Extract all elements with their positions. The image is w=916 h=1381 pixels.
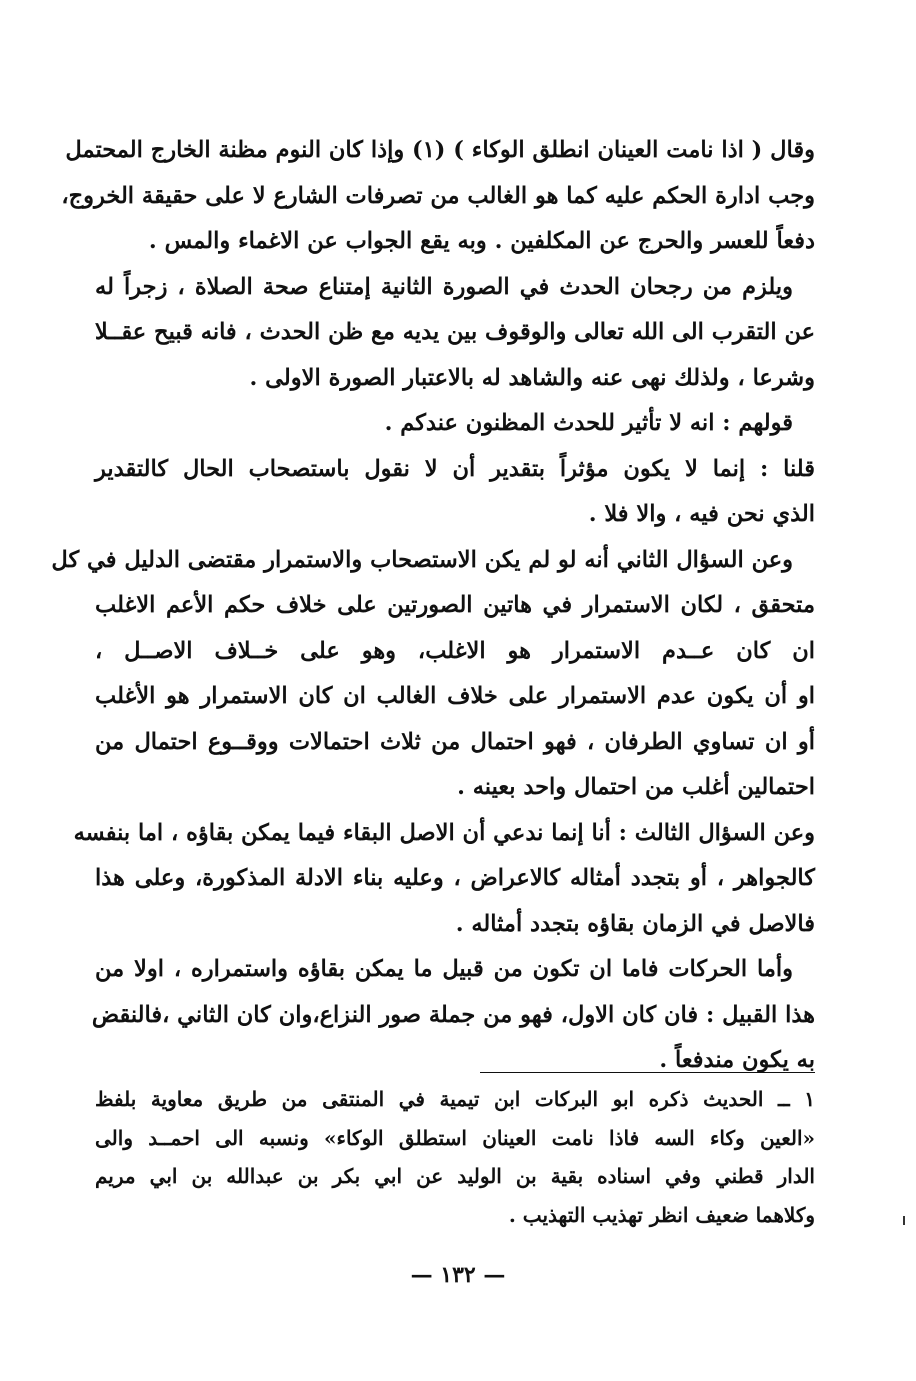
body-line: وعن السؤال الثالث : أنا إنما ندعي أن الاصل البقاء فيما يمكن بقاؤه ، اما بنفسه (73, 819, 815, 846)
body-line: قلنا : إنما لا يكون مؤثراً بتقدير أن لا نقول باستصحاب الحال كالتقدير (95, 455, 815, 482)
body-line: وعن السؤال الثاني أنه لو لم يكن الاستصحاب والاستمرار مقتضى الدليل في كل (51, 546, 793, 573)
footnote-line: ١ ــ الحديث ذكره ابو البركات ابن تيمية في المنتقى من طريق معاوية بلفظ (95, 1087, 815, 1111)
body-line: الذي نحن فيه ، والا فلا . (588, 501, 815, 527)
footnote-line: وكلاهما ضعيف انظر تهذيب التهذيب . (508, 1202, 815, 1227)
body-line: ان كان عــدم الاستمرار هو الاغلب، وهو على خــلاف الاصــل ، (95, 637, 815, 664)
body-line: دفعاً للعسر والحرج عن المكلفين . وبه يقع الجواب عن الاغماء والمس . (148, 228, 815, 254)
body-line: هذا القبيل : فان كان الاول، فهو من جملة صور النزاع،وان كان الثاني ،فالنقض (91, 1001, 815, 1028)
body-line: متحقق ، لكان الاستمرار في هاتين الصورتين على خلاف حكم الأعم الاغلب (95, 592, 815, 618)
footnotes-block (95, 1080, 815, 1234)
page-number: — ١٣٢ — (410, 1262, 506, 1288)
footnote-line: «العين وكاء السه فاذا نامت العينان استطلق الوكاء» ونسبه الى احمــد والى (95, 1125, 815, 1150)
footnote-separator (480, 1072, 815, 1073)
footnote-line: الدار قطني وفي اسناده بقية بن الوليد عن ابي بكر بن عبدالله بن ابي مريم (95, 1164, 815, 1188)
body-line: وأما الحركات فاما ان تكون من قبيل ما يمكن بقاؤه واستمراره ، اولا من (95, 956, 793, 982)
main-text-block (51, 128, 815, 1084)
scan-speck (903, 1216, 905, 1225)
body-line: احتمالين أغلب من احتمال واحد بعينه . (457, 774, 815, 800)
body-line: وشرعا ، ولذلك نهى عنه والشاهد له بالاعتبار الصورة الاولى . (249, 364, 815, 391)
body-line: ويلزم من رجحان الحدث في الصورة الثانية إمتناع صحة الصلاة ، زجراً له (95, 273, 793, 300)
body-line: قولهم : انه لا تأثير للحدث المظنون عندكم . (384, 410, 793, 436)
body-line: وجب ادارة الحكم عليه كما هو الغالب من تصرفات الشارع لا على حقيقة الخروج، (61, 182, 815, 209)
body-line: او أن يكون عدم الاستمرار على خلاف الغالب ان كان الاستمرار هو الأغلب (95, 683, 815, 709)
body-line: كالجواهر ، أو بتجدد أمثاله كالاعراض ، وعليه بناء الادلة المذكورة، وعلى هذا (95, 865, 815, 891)
body-line: عن التقرب الى الله تعالى والوقوف بين يديه مع ظن الحدث ، فانه قبيح عقــلا (94, 319, 815, 345)
body-line: فالاصل في الزمان بقاؤه بتجدد أمثاله . (455, 910, 815, 937)
body-line: أو ان تساوي الطرفان ، فهو احتمال من ثلاث احتمالات ووقــوع احتمال من (95, 728, 815, 755)
body-line: وقال ( اذا نامت العينان انطلق الوكاء ) (١) وإذا كان النوم مظنة الخارج المحتمل (65, 137, 815, 163)
body-line: به يكون مندفعاً . (659, 1047, 815, 1073)
